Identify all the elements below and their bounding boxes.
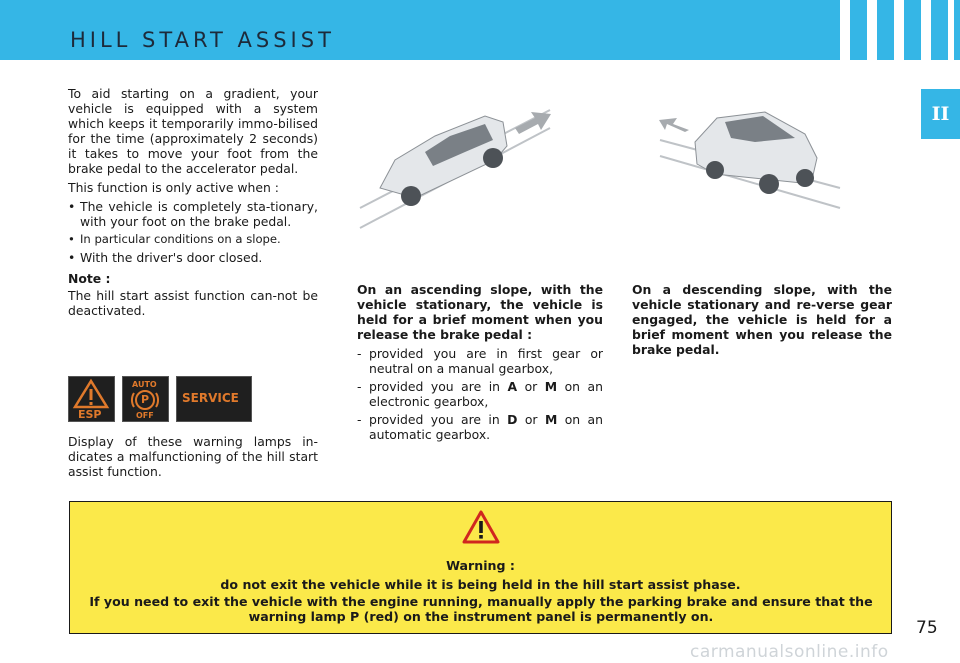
list-item: • With the driver's door closed. [68, 250, 318, 265]
warning-box [69, 501, 892, 634]
item-text: on an automatic gearbox. [369, 412, 603, 442]
gear-m: M [544, 412, 558, 427]
header-stripes [830, 0, 960, 60]
condition-list [68, 199, 318, 265]
auto-park-warning-lamp [122, 376, 169, 422]
ascending-column [357, 282, 603, 445]
car-ascending-slope-icon [355, 100, 555, 230]
warning-line-1: do not exit the vehicle while it is being held in the hill start assist phase. [220, 577, 741, 592]
left-column [68, 86, 318, 322]
list-item: • In particular conditions on a slope. [68, 232, 318, 247]
watermark: carmanualsonline.info [690, 642, 889, 662]
lamps-caption: Display of these warning lamps in-dicates a malfunctioning of the hill start assist function. [68, 434, 318, 479]
item-text: or [517, 412, 545, 427]
gear-m: M [544, 379, 558, 394]
esp-label: ESP [78, 408, 102, 421]
intro-paragraph: To aid starting on a gradient, your vehicle is equipped with a system which keeps it temporarily immo-bilised for the time (approximately 2 seconds) it takes to move your foot from the brake pedal to the accelerator pedal. [68, 86, 318, 176]
chapter-tab[interactable]: II [921, 89, 960, 139]
item-text: on an electronic gearbox, [369, 379, 603, 409]
note-text: The hill start assist function can-not be deactivated. [68, 288, 318, 318]
warning-lamps [68, 376, 258, 422]
car-descending-slope-icon [655, 100, 845, 230]
condition-lead: This function is only active when : [68, 180, 279, 195]
page-title: HILL START ASSIST [70, 28, 335, 52]
p-label: P [141, 393, 150, 406]
item-text: or [517, 379, 545, 394]
ascending-lead: On an ascending slope, with the vehicle stationary, the vehicle is held for a brief moment when you release the brake pedal : [357, 282, 603, 342]
warning-line-2: If you need to exit the vehicle with the engine running, manually apply the parking brake and ensure that the warning lamp P (red) on the instrument panel is permanently on. [89, 594, 873, 624]
gear-d: D [507, 412, 518, 427]
note-label: Note : [68, 271, 111, 286]
ascending-list [357, 346, 603, 442]
page-number: 75 [916, 618, 938, 638]
descending-text: On a descending slope, with the vehicle stationary and re-verse gear engaged, the vehicle is held for a brief moment when you release the brake pedal. [632, 282, 892, 357]
off-label: OFF [136, 411, 154, 420]
warning-title: Warning : [446, 558, 515, 573]
service-label: SERVICE [182, 391, 239, 405]
list-item [357, 412, 603, 442]
gear-a: A [507, 379, 518, 394]
list-item: - provided you are in first gear or neutral on a manual gearbox, [357, 346, 603, 376]
warning-triangle-icon [462, 510, 500, 544]
service-warning-lamp [176, 376, 252, 422]
auto-label: AUTO [132, 380, 157, 389]
item-text: provided you are in [369, 379, 508, 394]
esp-warning-lamp [68, 376, 115, 422]
item-text: provided you are in [369, 412, 508, 427]
list-item [357, 379, 603, 409]
list-item: • The vehicle is completely sta-tionary, with your foot on the brake pedal. [68, 199, 318, 229]
